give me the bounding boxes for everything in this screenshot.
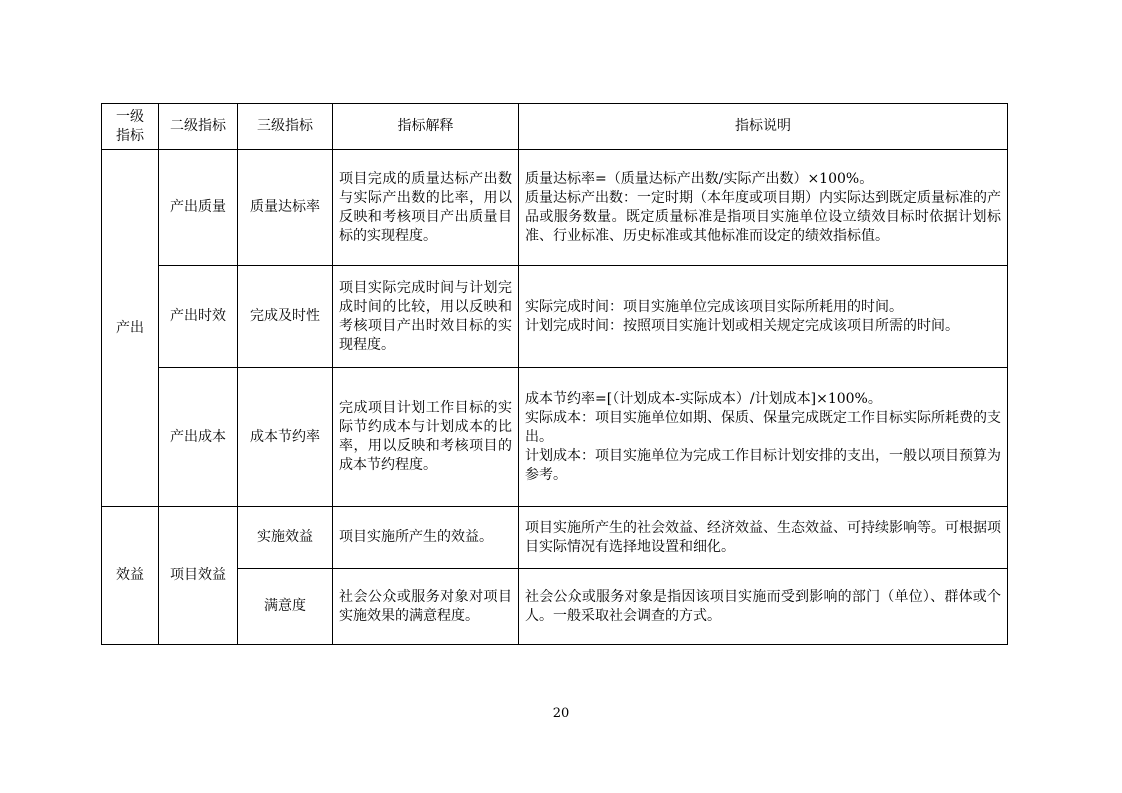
header-row xyxy=(102,104,1008,150)
level2-cell: 项目效益 xyxy=(159,507,238,645)
table-row xyxy=(102,569,1008,645)
explanation-cell: 项目实际完成时间与计划完成时间的比较，用以反映和考核项目产出时效目标的实现程度。 xyxy=(333,266,519,368)
table-row xyxy=(102,150,1008,266)
table-row xyxy=(102,266,1008,368)
description-cell xyxy=(519,368,1008,507)
level3-cell: 满意度 xyxy=(238,569,333,645)
explanation-cell: 项目完成的质量达标产出数与实际产出数的比率，用以反映和考核项目产出质量目标的实现程度。 xyxy=(333,150,519,266)
description-cell xyxy=(519,507,1008,569)
level1-cell: 效益 xyxy=(102,507,159,645)
explanation-cell: 项目实施所产生的效益。 xyxy=(333,507,519,569)
description-cell xyxy=(519,266,1008,368)
header-description: 指标说明 xyxy=(519,104,1008,150)
level3-cell: 实施效益 xyxy=(238,507,333,569)
description-line: 成本节约率=[（计划成本-实际成本）/计划成本]×100%。 xyxy=(525,390,882,407)
description-line: 实际成本：项目实施单位如期、保质、保量完成既定工作目标实际所耗费的支出。 xyxy=(525,409,1001,445)
header-level1: 一级指标 xyxy=(102,104,159,150)
level2-cell: 产出时效 xyxy=(159,266,238,368)
description-cell xyxy=(519,569,1008,645)
level1-cell: 产出 xyxy=(102,150,159,507)
level2-cell: 产出成本 xyxy=(159,368,238,507)
level3-cell: 成本节约率 xyxy=(238,368,333,507)
description-cell xyxy=(519,150,1008,266)
description-line: 社会公众或服务对象是指因该项目实施而受到影响的部门（单位）、群体或个人。一般采取社会调查的方式。 xyxy=(525,588,1001,624)
description-line: 计划成本：项目实施单位为完成工作目标计划安排的支出，一般以项目预算为参考。 xyxy=(525,447,1001,483)
header-level3: 三级指标 xyxy=(238,104,333,150)
explanation-cell: 社会公众或服务对象对项目实施效果的满意程度。 xyxy=(333,569,519,645)
description-line: 项目实施所产生的社会效益、经济效益、生态效益、可持续影响等。可根据项目实际情况有选择地设置和细化。 xyxy=(525,519,1001,555)
description-line: 质量达标产出数：一定时期（本年度或项目期）内实际达到既定质量标准的产品或服务数量。既定质量标准是指项目实施单位设立绩效目标时依据计划标准、行业标准、历史标准或其他标准而设定的绩效指标值。 xyxy=(525,189,1001,244)
level2-cell: 产出质量 xyxy=(159,150,238,266)
explanation-cell: 完成项目计划工作目标的实际节约成本与计划成本的比率，用以反映和考核项目的成本节约程度。 xyxy=(333,368,519,507)
header-explanation: 指标解释 xyxy=(333,104,519,150)
page-number: 20 xyxy=(552,706,570,721)
description-line: 实际完成时间：项目实施单位完成该项目实际所耗用的时间。 xyxy=(525,298,903,315)
table-row xyxy=(102,368,1008,507)
level3-cell: 质量达标率 xyxy=(238,150,333,266)
indicator-table xyxy=(101,103,1008,645)
description-line: 计划完成时间：按照项目实施计划或相关规定完成该项目所需的时间。 xyxy=(525,317,959,334)
level3-cell: 完成及时性 xyxy=(238,266,333,368)
header-level2: 二级指标 xyxy=(159,104,238,150)
table-row xyxy=(102,507,1008,569)
description-line: 质量达标率=（质量达标产出数/实际产出数）×100%。 xyxy=(525,170,874,187)
